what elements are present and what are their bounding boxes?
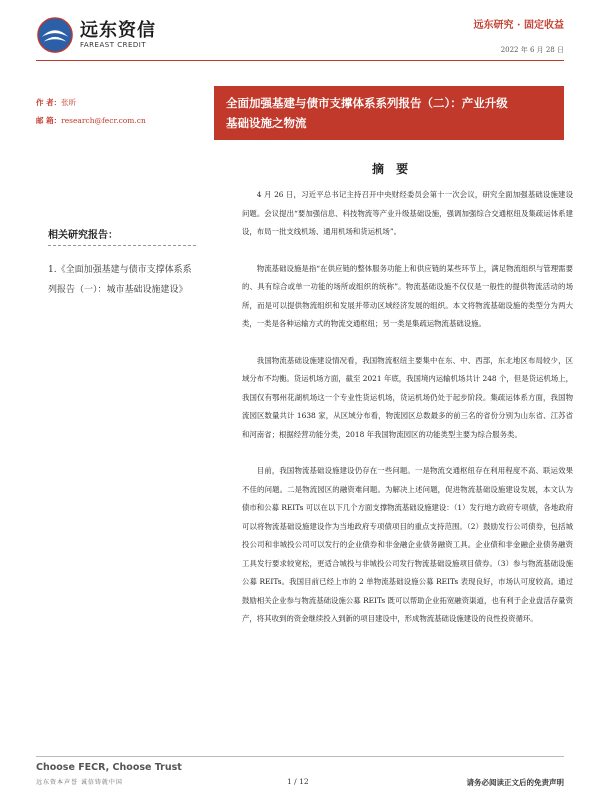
page-number: 1 / 12 xyxy=(287,777,309,786)
related-reports-sidebar xyxy=(48,226,196,300)
abstract-heading: 摘 要 xyxy=(372,162,413,176)
report-date: 2022 年 6 月 28 日 xyxy=(500,46,564,54)
header-divider xyxy=(36,60,564,61)
related-report-item[interactable]: 1.《全面加强基建与债市支撑体系系列报告（一）：城市基础设施建设》 xyxy=(48,265,192,295)
logo-text-cn: 远东资信 xyxy=(80,20,156,41)
title-line-1: 全面加强基建与债市支撑体系系列报告（二）：产业升级 xyxy=(226,96,508,110)
company-logo xyxy=(36,16,156,54)
abstract-paragraph: 4 月 26 日，习近平总书记主持召开中央财经委员会第十一次会议，研究全面加强基础设施建设问题。会议提出“要加强信息、科技物流等产业升级基础设施，强调加强综合交通枢纽及集疏运体系建设，布局一批支线机场、通用机场和货运机场”。 xyxy=(242,190,573,236)
disclaimer-note: 请务必阅读正文后的免责声明 xyxy=(466,778,564,787)
footer-divider xyxy=(36,756,564,757)
abstract-paragraph: 目前，我国物流基础设施建设仍存在一些问题。一是物流交通枢纽存在利用程度不高、联运效果不佳的问题。二是物流园区的融资难问题。为解决上述问题，促进物流基础设施建设发展，本文认为债市和公募 REITs 可以在以下几个方面支撑物流基础设施建设：（1）发行地方政府专项债，各地政府可以将物流基础设施建设作为当地政府专项债项目的重点支持范围。（2）鼓励发行公司债券，包括城投公司和非城投公司可以发行的企业债券和非金融企业债务融资工具。企业债和非金融企业债务融资工具发行要求较宽松，更适合城投与非城投公司发行物流基础设施项目债券。（3）参与物流基础设施公募 REITs。我国目前已经上市的 2 单物流基础设施公募 REITs 表现良好，市场认可度较高。通过鼓励相关企业参与物流基础设施公募 REITs 既可以帮助企业拓宽融资渠道，也有利于企业盘活存量资产，将其收到的资金继续投入到新的项目建设中，形成物流基础设施建设的良性投资循环。 xyxy=(242,466,573,623)
logo-text-en: FAREAST CREDIT xyxy=(80,41,147,49)
email-label: 邮 箱： xyxy=(36,116,62,125)
report-title xyxy=(214,86,564,140)
author-email[interactable]: research@fecr.com.cn xyxy=(61,116,146,125)
footer-subtitle: 远东资本声誉 诚信铸就中国 xyxy=(36,779,123,786)
title-line-2: 基础设施之物流 xyxy=(226,116,307,130)
author-block xyxy=(36,94,206,130)
abstract-paragraph: 物流基础设施是指“在供应链的整体服务功能上和供应链的某些环节上，满足物流组织与管理需要的、具有综合或单一功能的场所或组织的统称”。物流基础设施不仅仅是一般性的提供物流活动的场所，而是可以提供物流组织和发展并带动区域经济发展的组织。本文将物流基础设施的类型分为两大类，一类是各种运输方式的物流交通枢纽；另一类是集疏运物流基础设施。 xyxy=(242,263,573,328)
author-label: 作 者： xyxy=(36,98,62,107)
abstract-paragraph: 我国物流基础设施建设情况看，我国物流枢纽主要集中在东、中、西部，东北地区布局较少，区域分布不均衡。货运机场方面，截至 2021 年底，我国境内运输机场共计 248 个，但是货运机场上，我国仅有鄂州花湖机场这一个专业性货运机场，货运机场仍处于起步阶段。集疏运体系方面，我国物流园区数量共计 1638 家，从区域分布看，物流园区总数最多的前三名的省份分别为山东省、江苏省和河南省；根据经营功能分类，2018 年我国物流园区的功能类型主要为综合服务类。 xyxy=(242,355,573,439)
report-series: 远东研究 · 固定收益 xyxy=(473,20,564,31)
author-name: 张昕 xyxy=(61,98,77,107)
fareast-logo-icon xyxy=(36,16,74,54)
footer-slogan: Choose FECR, Choose Trust xyxy=(36,762,182,773)
related-reports-heading: 相关研究报告： xyxy=(48,226,196,246)
abstract-body xyxy=(242,186,573,647)
